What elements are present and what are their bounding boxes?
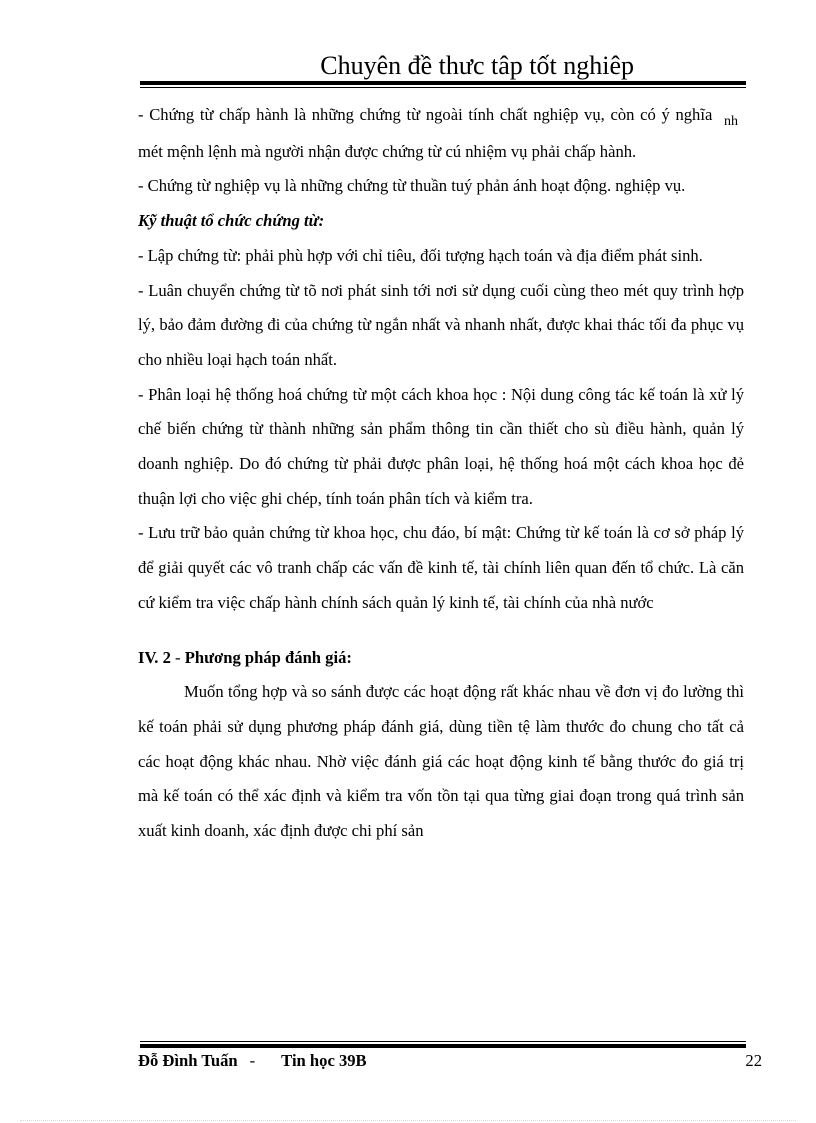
- paragraph-valuation-method: Muốn tổng hợp và so sánh được các hoạt động rất khác nhau về đơn vị đo lường thì kế toán phải sử dụng phương pháp đánh giá, dùng tiền tệ làm thước đo chung cho tất cả các hoạt động khác nhau. Nhờ việc đánh giá các hoạt động kinh tế bằng thước đo giá trị mà kế toán có thể xác định và kiểm tra vốn tồn tại qua từng giai đoạn trong quá trình sản xuất kinh doanh, xác định được chi phí sản: [138, 682, 744, 841]
- header-rule-thin: [140, 87, 746, 88]
- page-header-title: Chuyên đề thưc tâp tốt nghiêp: [320, 51, 634, 80]
- page-edge-divider: [20, 1120, 796, 1121]
- paragraph-executive-vouchers: [138, 98, 744, 169]
- paragraph-text: - Chứng từ chấp hành là những chứng từ ngoài tính chất nghiệp vụ, còn có ý nghĩa: [138, 105, 713, 124]
- paragraph-voucher-creation: - Lập chứng từ: phải phù hợp với chỉ tiêu, đối tượng hạch toán và địa điểm phát sinh.: [138, 245, 703, 265]
- page-footer: [138, 1049, 762, 1073]
- paragraph-text: mét mệnh lệnh mà người nhận được chứng từ cú nhiệm vụ phải chấp hành.: [138, 141, 637, 161]
- subheading-voucher-organization: Kỹ thuật tổ chức chứng từ:: [138, 211, 325, 231]
- section-dash: -: [170, 647, 185, 667]
- document-body: [138, 98, 744, 849]
- paragraph-voucher-classification: - Phân loại hệ thống hoá chứng từ một cách khoa học : Nội dung công tác kế toán là xử lý chế biến chứng từ thành những sản phẩm thông tin cần thiết cho sù điều hành, quản lý doanh nghiệp. Do đó chứng từ phải được phân loại, hệ thống hoá một cách khoa học đẻ thuận lợi cho việc ghi chép, tính toán phân tích và kiểm tra.: [138, 384, 744, 508]
- paragraph-voucher-storage: - Lưu trữ bảo quản chứng từ khoa học, chu đáo, bí mật: Chứng từ kế toán là cơ sở pháp lý để giải quyết các vô tranh chấp các vấn đề kinh tế, tài chính liên quan đến tổ chức. Là căn cứ kiểm tra việc chấp hành chính sách quản lý kinh tế, tài chính của nhà nước: [138, 523, 744, 612]
- footer-separator: -: [249, 1051, 256, 1070]
- stray-subscript: nh: [724, 114, 738, 129]
- paragraph-business-vouchers: - Chứng từ nghiệp vụ là những chứng từ thuần tuý phản ánh hoạt động. nghiệp vụ.: [138, 176, 686, 196]
- footer-author: Đỗ Đình Tuấn: [138, 1051, 238, 1070]
- paragraph-voucher-circulation: - Luân chuyển chứng từ tõ nơi phát sinh tới nơi sử dụng cuối cùng theo mét quy trình hợp lý, bảo đảm đường đi của chứng từ ngắn nhất và nhanh nhất, được khai thác tối đa phục vụ cho nhiều loại hạch toán nhất.: [138, 280, 744, 369]
- footer-rule-thick: [140, 1044, 746, 1048]
- footer-class-name: Tin học 39B: [281, 1051, 367, 1070]
- section-heading-valuation: [138, 641, 744, 676]
- page-number: 22: [745, 1051, 762, 1070]
- section-title: Phương pháp đánh giá:: [184, 647, 352, 667]
- section-number: IV. 2: [138, 647, 171, 667]
- footer-rule-thin: [140, 1041, 746, 1042]
- header-rule-thick: [140, 81, 746, 85]
